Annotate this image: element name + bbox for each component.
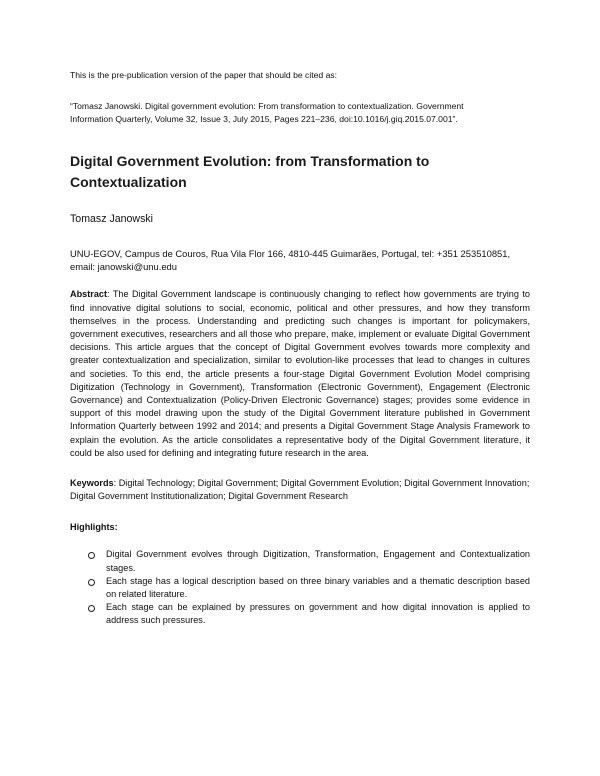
highlights-heading: Highlights:: [70, 522, 118, 533]
highlight-text: Each stage can be explained by pressures on government and how digital innovation is applied to address such pressures.: [106, 602, 530, 626]
highlights-list: [70, 548, 530, 627]
highlight-item: [70, 601, 530, 627]
keywords-label: Keywords: [70, 478, 114, 489]
highlight-item: [70, 548, 530, 574]
highlight-text: Each stage has a logical description based on three binary variables and a thematic description based on related literature.: [106, 575, 530, 600]
keywords-section: [70, 477, 530, 503]
citation: “Tomasz Janowski. Digital government evolution: From transformation to contextualization. Government Information Quarterly, Volume 32, Issue 3, July 2015, Pages 221–236, doi:10.1016/j.giq.2015.07.001”.: [70, 101, 464, 124]
highlight-item: [70, 575, 530, 601]
circle-bullet-icon: [88, 605, 95, 612]
abstract-section: [70, 288, 530, 460]
circle-bullet-icon: [88, 552, 95, 559]
abstract-label: Abstract: [70, 289, 108, 300]
circle-bullet-icon: [88, 579, 95, 586]
highlight-text: Digital Government evolves through Digitization, Transformation, Engagement and Contextualization stages.: [106, 549, 530, 573]
author-name: Tomasz Janowski: [70, 213, 154, 225]
paper-title: Digital Government Evolution: from Transformation to Contextualization: [70, 153, 430, 190]
keywords-text: : Digital Technology; Digital Government; Digital Government Evolution; Digital Government Innovation; Digital Government Institutionalization; Digital Government Research: [70, 478, 530, 502]
author-affiliation: UNU-EGOV, Campus de Couros, Rua Vila Flor 166, 4810-445 Guimarães, Portugal, tel: +351 253510851, email: janowski@unu.edu: [70, 248, 511, 273]
prepublication-note: This is the pre-publication version of the paper that should be cited as:: [70, 70, 338, 80]
abstract-text: : The Digital Government landscape is continuously changing to reflect how governments are trying to find innovative digital solutions to social, economic, political and other pressures, and how they transform themselves in the process. Understanding and predicting such changes is important for policymakers, government executives, researchers and all those who prepare, make, implement or evaluate Digital Government decisions. This article argues that the concept of Digital Government evolves towards more complexity and greater contextualization and specialization, similar to evolution-like processes that lead to changes in cultures and societies. To this end, the article presents a four-stage Digital Government Evolution Model comprising Digitization (Technology in Government), Transformation (Electronic Government), Engagement (Electronic Governance) and Contextualization (Policy-Driven Electronic Governance) stages; provides some evidence in support of this model drawing upon the study of the Digital Government literature published in Government Information Quarterly between 1992 and 2014; and presents a Digital Government Stage Analysis Framework to explain the evolution. As the article consolidates a representative body of the Digital Government literature, it could be also used for defining and integrating future research in the area.: [70, 289, 530, 458]
